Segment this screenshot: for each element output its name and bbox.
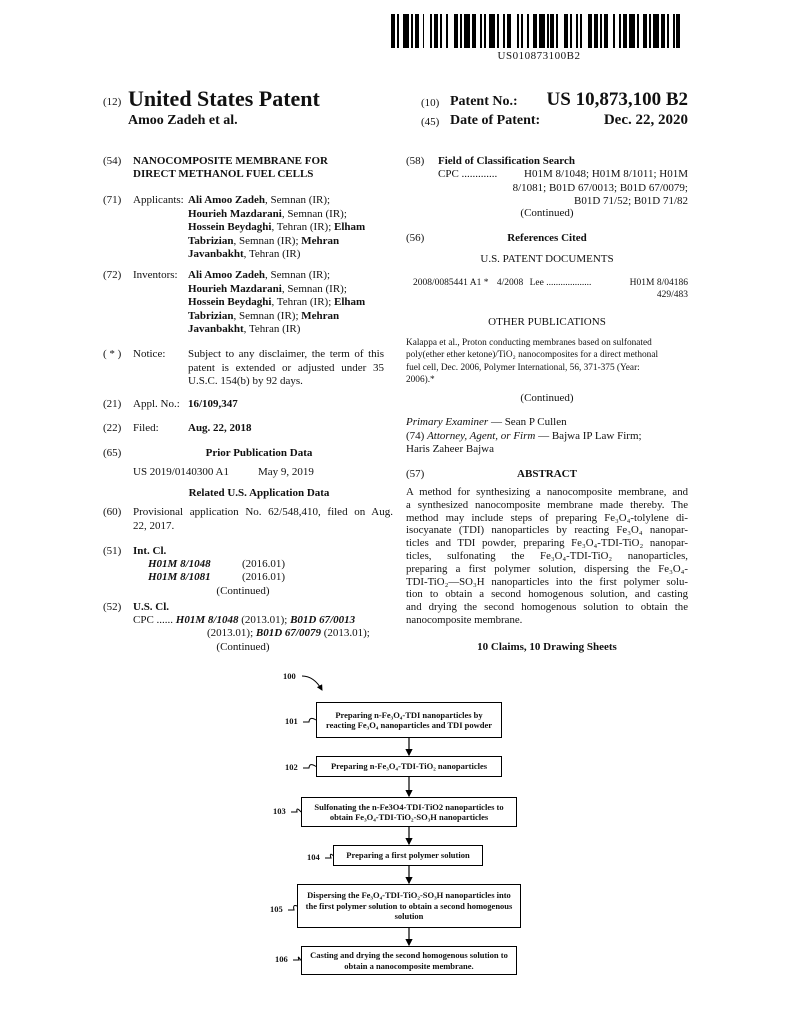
inventor-name: Hourieh Mazdarani <box>188 282 282 295</box>
invention-title-line1: NANOCOMPOSITE MEMBRANE FOR <box>133 155 328 167</box>
patent-no-label: Patent No.: <box>450 94 518 109</box>
code-65: (65) <box>103 447 122 459</box>
applicant-name: Tabrizian <box>188 234 234 247</box>
ref-date: 4/2008 <box>496 278 524 288</box>
abstract-title: ABSTRACT <box>517 468 577 480</box>
flowchart-step-text: solution <box>394 911 424 922</box>
filed-label: Filed: <box>133 422 159 434</box>
flowchart-step-text: Preparing a first polymer solution <box>346 850 470 861</box>
us-cl-date-2: (2013.01); <box>207 627 256 639</box>
filed-date: Aug. 22, 2018 <box>188 422 252 434</box>
prior-pub-number: US 2019/0140300 A1 <box>133 466 229 478</box>
provisional-line: Provisional application No. 62/548,410, filed on Aug. <box>133 506 393 518</box>
references-title: References Cited <box>507 232 587 244</box>
int-cl-date-2: (2016.01) <box>242 571 286 583</box>
applicant-name: Ali Amoo Zadeh <box>188 194 266 206</box>
ref-class-2: 429/483 <box>656 290 688 300</box>
applicant-name: Hourieh Mazdarani <box>188 207 282 220</box>
attorney-line2: Haris Zaheer Bajwa <box>406 443 494 455</box>
notice-line: Subject to any disclaimer, the term of this <box>188 348 384 360</box>
code-72: (72) <box>103 269 122 281</box>
flowchart-ref-102: 102 <box>285 762 298 772</box>
other-pub-line: poly(ether ether ketone)/TiO₂ nanocomposites for a direct methonal <box>406 350 659 361</box>
abstract-line: a synthesized nanocomposite membrane made thereby. The <box>406 498 688 511</box>
applicant-location: , Tehran (IR) <box>243 248 301 260</box>
int-cl-code-2: H01M 8/1081 <box>148 571 211 583</box>
inventor-name: Mehran <box>301 309 340 322</box>
us-cl-cpc-label: CPC ...... <box>133 614 174 626</box>
other-pubs-continued: (Continued) <box>520 392 574 404</box>
flowchart-ref-104: 104 <box>307 852 320 862</box>
patent-number: US 10,873,100 B2 <box>546 89 688 110</box>
flowchart-step-103 <box>301 797 517 827</box>
inventor-location: , Tehran (IR) <box>243 323 301 335</box>
code-45: (45) <box>421 116 440 128</box>
other-pub-line: Kalappa et al., Proton conducting membranes based on sulfonated <box>406 338 652 348</box>
inventor-name: Hossein Beydaghi <box>188 296 272 308</box>
applicant-location: , Semnan (IR); <box>281 207 347 220</box>
authors: Amoo Zadeh et al. <box>128 113 238 128</box>
flowchart-leader <box>288 906 297 911</box>
flowchart-step-text: obtain Fe₃O₄-TDI-TiO₂-SO₃H nanoparticles <box>329 812 489 822</box>
field-of-search-title: Field of Classification Search <box>438 155 575 167</box>
int-cl-label: Int. Cl. <box>133 545 167 557</box>
flowchart-leader <box>291 809 301 812</box>
applicant-name: Hossein Beydaghi <box>188 221 272 233</box>
inventor-name: Elham <box>334 296 366 308</box>
int-cl-code-1: H01M 8/1048 <box>148 558 211 570</box>
date-of-patent-label: Date of Patent: <box>450 113 541 128</box>
abstract-line: A method for synthesizing a nanocomposite membrane, and <box>406 486 688 498</box>
flowchart-step-text: Preparing n-Fe₃O₄-TDI nanoparticles by <box>335 709 483 720</box>
us-cl-date-3: (2013.01); <box>320 627 370 639</box>
code-57: (57) <box>406 468 425 480</box>
ref-dots: ................... <box>546 278 592 288</box>
examiner-name: — Sean P Cullen <box>488 416 567 428</box>
code-21: (21) <box>103 398 122 410</box>
flowchart-leader <box>303 765 316 768</box>
us-cl-continued: (Continued) <box>216 641 270 653</box>
inventor-name: Javanbakht <box>188 323 244 335</box>
date-of-patent: Dec. 22, 2020 <box>603 112 688 128</box>
document-title: United States Patent <box>128 86 320 111</box>
us-docs-title: U.S. PATENT DOCUMENTS <box>480 253 614 265</box>
code-12: (12) <box>103 96 122 108</box>
inventor-location: , Semnan (IR); <box>233 309 302 322</box>
provisional-line: 22, 2017. <box>133 519 175 532</box>
abstract-line: nanocomposite membrane. <box>406 613 523 626</box>
flowchart-ref-101: 101 <box>285 716 298 726</box>
claims-summary: 10 Claims, 10 Drawing Sheets <box>477 641 617 653</box>
code-notice: ( * ) <box>103 348 122 360</box>
examiner-label: Primary Examiner <box>406 416 489 428</box>
int-cl-continued: (Continued) <box>216 585 270 597</box>
applicants-label: Applicants: <box>133 194 184 206</box>
inventor-location: , Tehran (IR); <box>271 296 334 308</box>
applicant-location: , Semnan (IR); <box>265 194 331 206</box>
applicant-name: Javanbakht <box>188 248 244 260</box>
int-cl-date-1: (2016.01) <box>242 558 286 570</box>
flowchart-ref-105: 105 <box>270 904 283 914</box>
inventor-location: , Semnan (IR); <box>281 282 347 295</box>
flowchart-leader <box>325 854 333 858</box>
abstract-line: method may include steps of preparing Fe₃O₄-tolylene di- <box>406 511 688 524</box>
field-continued: (Continued) <box>520 207 574 219</box>
code-52: (52) <box>103 601 122 613</box>
flowchart-leader <box>303 718 316 722</box>
notice-line: U.S.C. 154(b) by 92 days. <box>188 375 303 387</box>
us-cl-date-1: (2013.01); <box>238 614 291 626</box>
abstract-line: preparing a first polymer solution, dispersing the Fe₃O₄- <box>406 562 688 575</box>
applicant-location: , Semnan (IR); <box>233 234 302 247</box>
prior-pub-title: Prior Publication Data <box>205 447 313 459</box>
code-58: (58) <box>406 155 425 167</box>
flowchart-step-text: Dispersing the Fe₃O₄-TDI-TiO₂-SO₃H nanoparticles into <box>307 890 511 901</box>
inventor-location: , Semnan (IR); <box>265 269 331 281</box>
flowchart-ref-106: 106 <box>275 954 288 964</box>
code-71: (71) <box>103 194 122 206</box>
flowchart-step-105 <box>297 884 521 928</box>
flowchart-step-text: Casting and drying the second homogenous solution to <box>310 950 508 960</box>
abstract-line: ticles, sulfonating the Fe₃O₄-TDI-TiO₂ nanoparticles, <box>406 549 688 562</box>
notice-label: Notice: <box>133 348 166 360</box>
code-56: (56) <box>406 232 425 244</box>
flowchart-ref-103: 103 <box>273 806 286 816</box>
field-cpc-label: CPC ............. <box>438 168 498 180</box>
code-60: (60) <box>103 506 122 518</box>
other-pub-line: 2006).* <box>406 374 435 385</box>
flowchart-step-text: obtain a nanocomposite membrane. <box>344 960 474 971</box>
barcode-number: US010873100B2 <box>497 50 581 62</box>
code-22: (22) <box>103 422 122 434</box>
inventors-label: Inventors: <box>133 269 178 281</box>
flowchart-step-106 <box>301 946 517 975</box>
applicant-name: Elham <box>334 221 366 233</box>
figure-ref-100-arrow <box>302 676 322 690</box>
applicant-name: Mehran <box>301 234 340 247</box>
invention-title-line2: DIRECT METHANOL FUEL CELLS <box>133 168 314 180</box>
flowchart-leader <box>293 957 301 960</box>
inventor-name: Ali Amoo Zadeh <box>188 269 266 281</box>
abstract-line: tion to obtain a second homogenous solution, and casting <box>406 588 688 601</box>
abstract-line: TDI-TiO₂—SO₃H nanoparticles into the first polymer solu- <box>406 575 688 588</box>
appl-no-label: Appl. No.: <box>133 398 180 410</box>
flowchart-step-102 <box>316 756 502 777</box>
us-cl-code-1: H01M 8/1048 <box>175 614 239 626</box>
field-cpc-line: H01M 8/1048; H01M 8/1011; H01M <box>524 168 688 180</box>
field-cpc-line: 8/1081; B01D 67/0013; B01D 67/0079; <box>512 181 688 194</box>
applicant-location: , Tehran (IR); <box>271 221 334 233</box>
ref-class-1: H01M 8/04186 <box>629 278 688 288</box>
code-51: (51) <box>103 545 122 557</box>
flowchart-step-text: Preparing n-Fe₃O₄-TDI-TiO₂ nanoparticles <box>330 761 488 772</box>
notice-line: patent is extended or adjusted under 35 <box>188 361 384 374</box>
abstract-line: ticles and TDI powder, preparing Fe₃O₄-TDI-TiO₂ nanopar- <box>406 537 688 550</box>
flowchart-step-text: Sulfonating the n-Fe3O4-TDI-TiO2 nanoparticles to <box>314 801 504 812</box>
attorney-name: — Bajwa IP Law Firm; <box>535 430 642 442</box>
inventor-name: Tabrizian <box>188 309 234 322</box>
us-cl-code-3: B01D 67/0079 <box>255 627 321 639</box>
ref-name: Lee <box>529 278 544 288</box>
flowchart-step-101 <box>316 702 502 738</box>
abstract-line: isocyanate (TDI) nanoparticles by reacting Fe₃O₄ nanopar- <box>406 524 688 537</box>
code-74: (74) <box>406 430 425 442</box>
ref-number: 2008/0085441 A1 * <box>413 278 489 288</box>
other-pubs-title: OTHER PUBLICATIONS <box>488 316 606 328</box>
us-cl-label: U.S. Cl. <box>133 601 170 613</box>
other-pub-line: fuel cell, Dec. 2006, Polymer International, 56, 371-375 (Year: <box>406 362 640 373</box>
flowchart-step-104 <box>333 845 483 866</box>
us-cl-code-2: B01D 67/0013 <box>290 614 356 626</box>
flowchart-step-text: the first polymer solution to obtain a second homogenous <box>305 900 513 911</box>
prior-pub-date: May 9, 2019 <box>258 466 314 478</box>
flowchart-step-text: reacting Fe₃O₄ nanoparticles and TDI powder <box>325 720 493 730</box>
attorney-label: Attorney, Agent, or Firm <box>427 430 536 442</box>
appl-no: 16/109,347 <box>188 398 238 410</box>
code-10: (10) <box>421 97 440 109</box>
figure-ref-100: 100 <box>283 671 296 681</box>
field-cpc-line: B01D 71/52; B01D 71/82 <box>574 195 688 207</box>
abstract-line: and drying the second homogenous solution to obtain the <box>406 601 688 614</box>
related-app-title: Related U.S. Application Data <box>188 487 330 499</box>
code-54: (54) <box>103 155 122 167</box>
